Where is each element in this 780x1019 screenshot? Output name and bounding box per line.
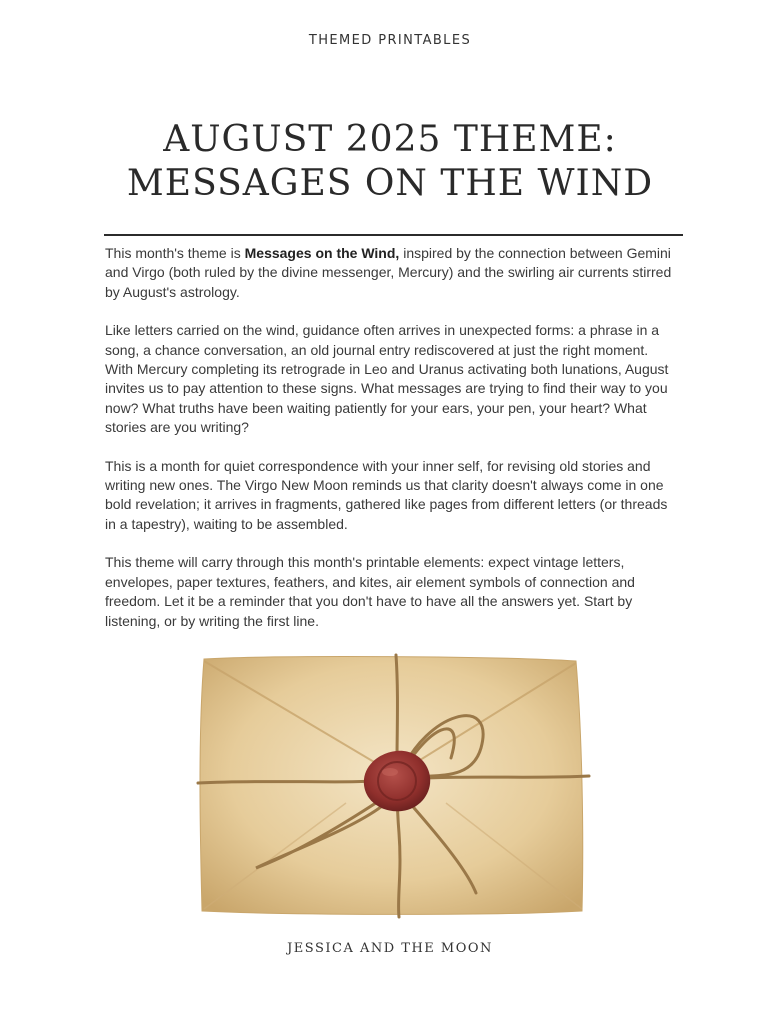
header-label: THEMED PRINTABLES — [308, 33, 472, 48]
paragraph-printables: This theme will carry through this month's printable elements: expect vintage letters, envelopes, paper textures, feathers, and kites, air element symbols of connection and freedom. Let it be a reminder that you don't have to have all the answers yet. Start by listening, or by writing the first line. — [105, 554, 635, 629]
intro-theme-name: Messages on the Wind, — [244, 245, 400, 261]
page-title — [0, 118, 780, 206]
article-body — [105, 244, 680, 650]
intro-text-before: This month's theme is — [105, 245, 245, 261]
title-divider — [104, 234, 683, 236]
paragraph-correspondence: This is a month for quiet correspondence with your inner self, for revising old stories and writing new ones. The Virgo New Moon reminds us that clarity doesn't always come in one bold revelation; it arrives in fragments, gathered like pages from different letters (or threads in a tapestry), waiting to be assembled. — [105, 457, 668, 532]
envelope-image — [196, 653, 591, 919]
intro-paragraph — [105, 244, 680, 302]
paragraph-guidance: Like letters carried on the wind, guidance often arrives in unexpected forms: a phrase in a song, a chance conversation, an old journal entry rediscovered at just the right moment. With Mercury completing its retrograde in Leo and Uranus activating both lunations, August invites us to pay attention to these signs. What messages are trying to find their way to you now? What truths have been waiting patiently for your ears, your pen, your heart? What stories are you writing? — [105, 322, 669, 436]
page-title-line-2: MESSAGES ON THE WIND — [126, 163, 654, 204]
page-title-line-1: AUGUST 2025 THEME: — [163, 119, 617, 160]
envelope-illustration — [196, 653, 591, 919]
intro-text-after: inspired by the connection between Gemini and Virgo (both ruled by the divine messenger, Mercury) and the swirling air currents stirred by August's astrology. — [105, 245, 672, 300]
footer-label: JESSICA AND THE MOON — [287, 941, 493, 956]
